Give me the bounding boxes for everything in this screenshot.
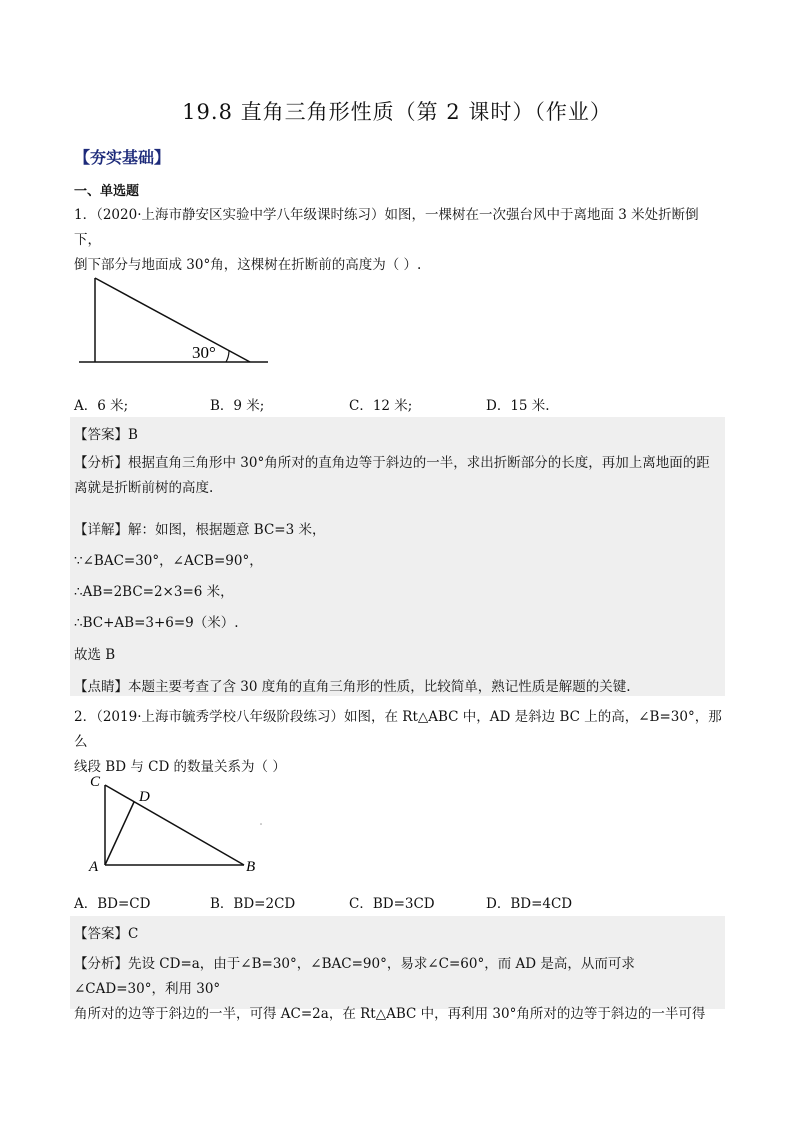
- q1-stem-line2: 倒下部分与地面成 30°角，这棵树在折断前的高度为（ ）.: [74, 256, 422, 273]
- q1-analysis-line1: 【分析】根据直角三角形中 30°角所对的直角边等于斜边的一半，求出折断部分的长度，再加上离地面的距: [74, 455, 710, 471]
- q2-answer: 【答案】C: [74, 926, 139, 942]
- q2-stem-line2: 线段 BD 与 CD 的数量关系为（ ）: [74, 758, 286, 775]
- q1-detail-3: ∴AB=2BC=2×3=6 米，: [74, 584, 234, 600]
- q2-analysis-line2: 角所对的边等于斜边的一半，可得 AC=2a，在 Rt△ABC 中，再利用 30°角所对的边等于斜边的一半可得: [74, 1005, 706, 1022]
- q2-altitude-ad: [105, 802, 134, 865]
- q1-detail-2: ∵∠BAC=30°，∠ACB=90°，: [74, 553, 263, 569]
- q1-angle-label: 30°: [192, 343, 216, 362]
- q1-option-d: D．15 米.: [486, 398, 550, 414]
- q1-option-a: A．6 米;: [74, 398, 129, 414]
- q1-option-b: B．9 米;: [210, 398, 265, 414]
- q1-tree-figure: [76, 270, 276, 370]
- q2-triangle-figure: [84, 768, 274, 876]
- q1-conclusion: 故选 B: [74, 647, 116, 663]
- q1-detail-1: 【详解】解：如图，根据题意 BC=3 米，: [74, 522, 326, 538]
- q1-comment: 【点睛】本题主要考查了含 30 度角的直角三角形的性质，比较简单，熟记性质是解题的关键.: [74, 679, 631, 695]
- q1-stem-line1: 1．（2020·上海市静安区实验中学八年级课时练习）如图，一棵树在一次强台风中于离地面 3 米处折断倒下，: [74, 207, 699, 248]
- q2-analysis: [74, 952, 724, 1027]
- q2-option-d: D．BD=4CD: [486, 896, 573, 912]
- q2-side-cb: [105, 785, 244, 865]
- section-heading: 【夯实基础】: [74, 148, 171, 167]
- q2-label-a: A: [89, 859, 99, 875]
- q2-label-d: D: [139, 789, 150, 805]
- page-title: 19.8 直角三角形性质（第 2 课时）（作业）: [182, 100, 612, 124]
- q2-option-b: B．BD=2CD: [210, 896, 296, 912]
- q1-answer: 【答案】B: [74, 427, 138, 443]
- q1-detail-4: ∴BC+AB=3+6=9（米）.: [74, 615, 239, 631]
- q1-angle-arc: [226, 351, 229, 362]
- q1-stem: [74, 203, 724, 278]
- q2-stem-line1: 2．（2019·上海市毓秀学校八年级阶段练习）如图，在 Rt△ABC 中，AD 是斜边 BC 上的高，∠B=30°，那么: [74, 709, 722, 750]
- q1-analysis-line2: 离就是折断前树的高度.: [74, 479, 214, 496]
- q1-fallen-line: [95, 278, 250, 362]
- q1-analysis: [74, 451, 724, 501]
- q2-option-a: A．BD=CD: [74, 896, 151, 912]
- question-type-heading: 一、单选题: [74, 184, 140, 199]
- q2-stray-mark: [260, 823, 262, 825]
- q2-option-c: C．BD=3CD: [349, 896, 435, 912]
- q2-label-c: C: [90, 774, 101, 790]
- q1-option-c: C．12 米;: [349, 398, 413, 414]
- q2-analysis-line1: 【分析】先设 CD=a，由于∠B=30°，∠BAC=90°，易求∠C=60°，而 AD 是高，从而可求∠CAD=30°，利用 30°: [74, 956, 635, 997]
- q2-label-b: B: [246, 859, 256, 875]
